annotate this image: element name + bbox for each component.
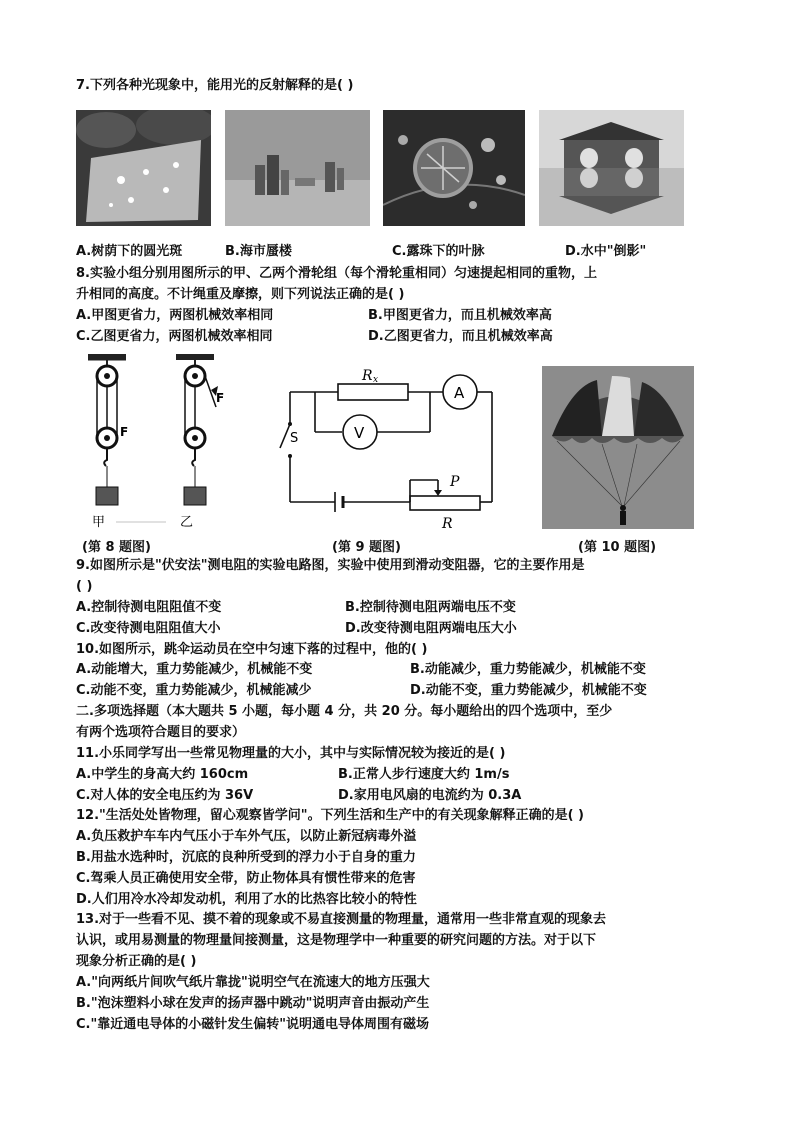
q12-option-d: D.人们用冷水冷却发动机，利用了水的比热容比较小的特性 (76, 892, 417, 907)
q8-stem-line1: 8.实验小组分别用图所示的甲、乙两个滑轮组（每个滑轮重相同）匀速提起相同的重物，上 (76, 266, 597, 281)
switch-label: S (290, 431, 299, 446)
section2-heading-line1: 二.多项选择题（本大题共 5 小题，每小题 4 分，共 20 分。每小题给出的四个选项中，至少 (76, 704, 613, 719)
section2-heading-line2: 有两个选项符合题目的要求） (76, 725, 246, 740)
circuit-diagram (270, 352, 510, 530)
q13-stem-line3: 现象分析正确的是( ) (76, 954, 197, 969)
q13-stem-line2: 认识，或用易测量的物理量间接测量，这是物理学中一种重要的研究问题的方法。对于以下 (76, 933, 597, 948)
q10-option-b: B.动能减少，重力势能减少，机械能不变 (410, 662, 646, 677)
q7-option-d: D.水中"倒影" (565, 244, 647, 259)
q9-option-c: C.改变待测电阻阻值大小 (76, 621, 221, 636)
ammeter-label: A (454, 384, 465, 402)
q11-option-b: B.正常人步行速度大约 1m/s (338, 767, 510, 782)
q9-stem-line1: 9.如图所示是"伏安法"测电阻的实验电路图，实验中使用到滑动变阻器，它的主要作用是 (76, 558, 585, 573)
water-reflection-pavilion-photo (539, 110, 684, 226)
q10-option-a: A.动能增大，重力势能减少，机械能不变 (76, 662, 313, 677)
q8-option-b: B.甲图更省力，而且机械效率高 (368, 308, 552, 323)
q10-option-d: D.动能不变，重力势能减少，机械能不变 (410, 683, 647, 698)
q12-option-a: A.负压救护车车内气压小于车外气压，以防止新冠病毒外溢 (76, 829, 417, 844)
q12-option-b: B.用盐水选种时，沉底的良种所受到的浮力小于自身的重力 (76, 850, 416, 865)
pulley-figure (76, 352, 246, 532)
q9-option-b: B.控制待测电阻两端电压不变 (345, 600, 516, 615)
slider-label: P (450, 474, 460, 490)
q12-stem: 12."生活处处皆物理，留心观察皆学问"。下列生活和生产中的有关现象解释正确的是( ) (76, 808, 584, 823)
q8-stem-line2: 升相同的高度。不计绳重及摩擦，则下列说法正确的是( ) (76, 287, 405, 302)
q11-option-c: C.对人体的安全电压约为 36V (76, 788, 254, 803)
fig10-caption: (第 10 题图) (578, 540, 657, 555)
q9-option-a: A.控制待测电阻阻值不变 (76, 600, 222, 615)
q8-option-d: D.乙图更省力，而且机械效率高 (368, 329, 553, 344)
q8-option-c: C.乙图更省力，两图机械效率相同 (76, 329, 273, 344)
label-jia: 甲 (92, 515, 106, 530)
q12-option-c: C.驾乘人员正确使用安全带，防止物体具有惯性带来的危害 (76, 871, 416, 886)
rheostat-label: R (442, 516, 453, 530)
q13-option-b: B."泡沫塑料小球在发声的扬声器中跳动"说明声音由振动产生 (76, 996, 430, 1011)
q7-stem: 7.下列各种光现象中，能用光的反射解释的是( ) (76, 78, 354, 93)
q13-stem-line1: 13.对于一些看不见、摸不着的现象或不易直接测量的物理量，通常用一些非常直观的现象去 (76, 912, 607, 927)
fig8-caption: (第 8 题图) (82, 540, 151, 555)
force-label-yi: F (216, 391, 225, 405)
q9-option-d: D.改变待测电阻两端电压大小 (345, 621, 517, 636)
q13-option-c: C."靠近通电导体的小磁针发生偏转"说明通电导体周围有磁场 (76, 1017, 430, 1032)
parachute-photo (542, 366, 694, 529)
q7-option-b: B.海市蜃楼 (225, 244, 292, 259)
q9-stem-line2: ( ) (76, 579, 93, 594)
q10-stem: 10.如图所示，跳伞运动员在空中匀速下落的过程中，他的( ) (76, 642, 428, 657)
voltmeter-label: V (354, 424, 365, 442)
mirage-photo (225, 110, 370, 226)
q11-stem: 11.小乐同学写出一些常见物理量的大小，其中与实际情况较为接近的是( ) (76, 746, 506, 761)
q13-option-a: A."向两纸片间吹气纸片靠拢"说明空气在流速大的地方压强大 (76, 975, 430, 990)
dewdrop-leaf-vein-photo (383, 110, 525, 226)
label-yi: 乙 (180, 515, 194, 530)
resistor-rx-subscript: x (373, 375, 379, 385)
q10-option-c: C.动能不变，重力势能减少，机械能减少 (76, 683, 312, 698)
q8-option-a: A.甲图更省力，两图机械效率相同 (76, 308, 274, 323)
q11-option-a: A.中学生的身高大约 160cm (76, 767, 249, 782)
q7-option-c: C.露珠下的叶脉 (392, 244, 485, 259)
force-label-jia: F (120, 425, 129, 439)
resistor-rx-label: R (362, 368, 373, 384)
tree-shade-light-spots-photo (76, 110, 211, 226)
fig9-caption: (第 9 题图) (332, 540, 401, 555)
q11-option-d: D.家用电风扇的电流约为 0.3A (338, 788, 522, 803)
q7-option-a: A.树荫下的圆光斑 (76, 244, 183, 259)
